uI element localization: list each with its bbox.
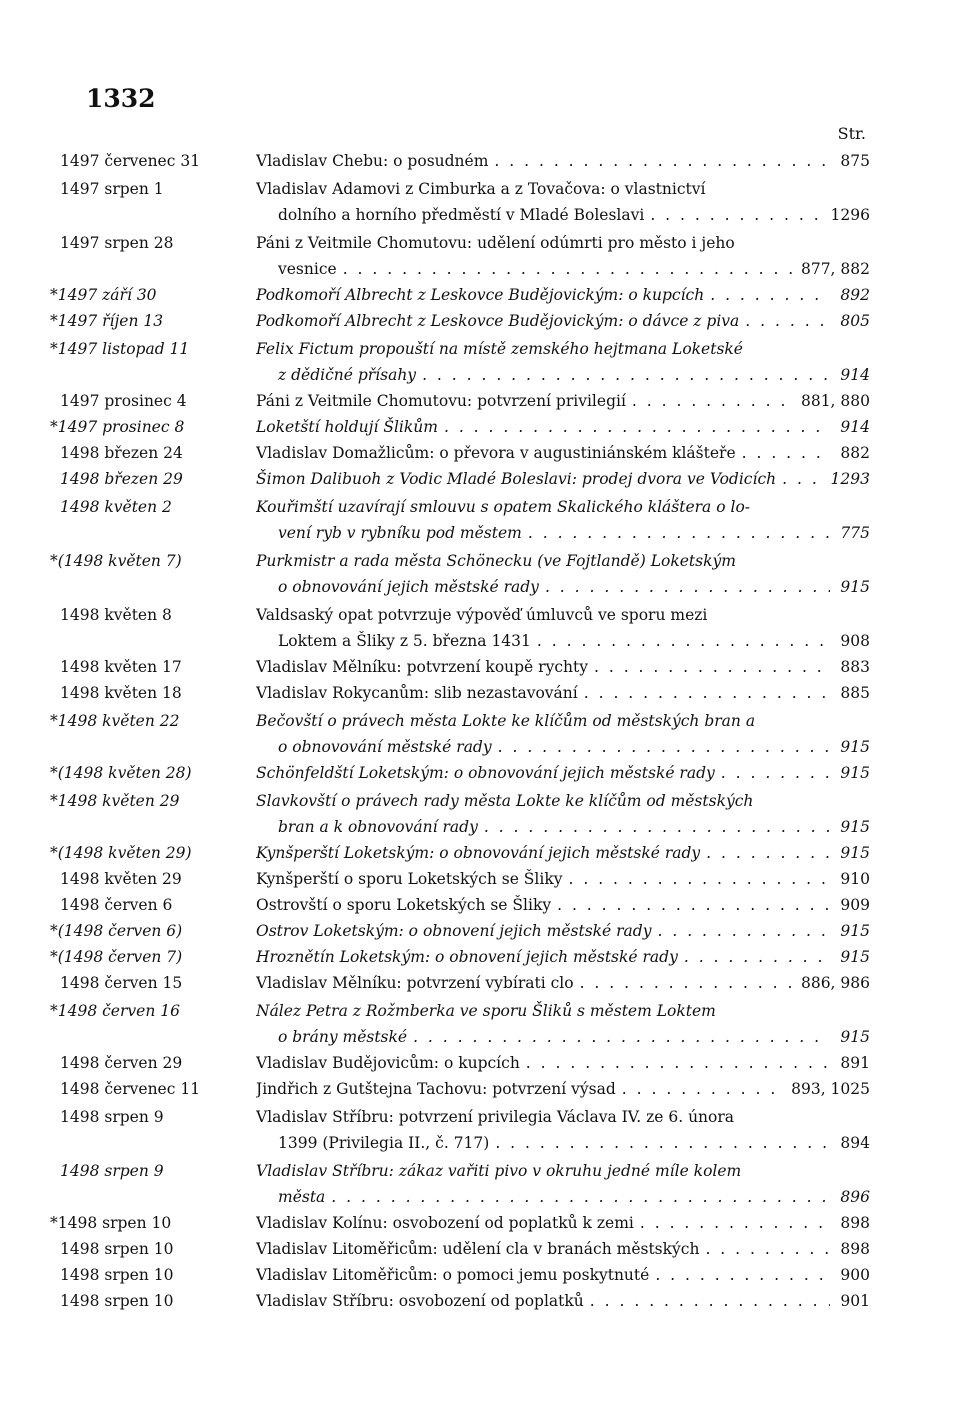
- entry-date: 1498 květen 17: [60, 658, 182, 676]
- index-entry: [50, 998, 870, 1050]
- entry-page-reference: 1296: [830, 206, 870, 224]
- dot-leader: [537, 628, 830, 654]
- dot-leader: [745, 308, 830, 334]
- entry-page-reference: 1293: [830, 470, 870, 488]
- entry-text-line: [256, 202, 870, 228]
- entry-page-reference: 898: [840, 1214, 870, 1232]
- entry-body: [256, 998, 870, 1050]
- entry-description: o obnovování městské rady: [278, 738, 492, 756]
- dot-leader: [622, 1076, 785, 1102]
- dot-leader: [528, 520, 830, 546]
- entry-text-line: [256, 918, 870, 944]
- entry-description: Valdsaský opat potvrzuje výpověď úmluvců ve sporu mezi: [256, 606, 708, 624]
- entry-date: *1497 listopad 11: [50, 340, 190, 358]
- entry-date: 1498 březen 24: [60, 444, 183, 462]
- index-entry: [60, 1262, 870, 1288]
- entry-text-line: [256, 362, 870, 388]
- index-entry: [50, 840, 870, 866]
- index-entry: [60, 148, 870, 174]
- entry-date: 1498 červen 15: [60, 974, 183, 992]
- entry-page-reference: 875: [840, 152, 870, 170]
- entry-description: města: [278, 1188, 326, 1206]
- entry-description: Kouřimští uzavírají smlouvu s opatem Skalického kláštera o lo-: [256, 498, 751, 516]
- entry-description: Kynšperští o sporu Loketských se Šliky: [256, 870, 563, 888]
- dot-leader: [705, 1236, 830, 1262]
- index-entry: [60, 1236, 870, 1262]
- dot-leader: [584, 680, 830, 706]
- dot-leader: [498, 734, 830, 760]
- entry-date: 1497 červenec 31: [60, 152, 201, 170]
- page-column-header: Str.: [837, 124, 866, 143]
- entry-body: [256, 788, 870, 840]
- entry-text-line: [256, 440, 870, 466]
- entry-description: bran a k obnovování rady: [278, 818, 478, 836]
- entry-body: [256, 1076, 870, 1102]
- entry-page-reference: 909: [840, 896, 870, 914]
- entry-text-line: [256, 1130, 870, 1156]
- entry-description: Vladislav Mělníku: potvrzení vybírati clo: [256, 974, 574, 992]
- entry-page-reference: 882: [840, 444, 870, 462]
- entry-description: Hroznětín Loketským: o obnovení jejich městské rady: [256, 948, 678, 966]
- entry-text-line: [256, 866, 870, 892]
- entry-description: Nález Petra z Rožmberka ve sporu Šliků s městem Loktem: [256, 1002, 716, 1020]
- entry-description: Purkmistr a rada města Schönecku (ve Fojtlandě) Loketským: [256, 552, 736, 570]
- entry-text-line: [256, 282, 870, 308]
- entry-text-line: [256, 680, 870, 706]
- entry-date: *(1498 květen 29): [50, 844, 192, 862]
- page-number: 1332: [86, 84, 156, 113]
- entry-text-line: [256, 1158, 870, 1184]
- entry-text-line: [256, 1076, 870, 1102]
- entry-page-reference: 896: [840, 1188, 870, 1206]
- entry-body: [256, 1288, 870, 1314]
- entry-description: Ostrovští o sporu Loketských se Šliky: [256, 896, 552, 914]
- entry-date: *(1498 červen 7): [50, 948, 183, 966]
- dot-leader: [650, 202, 824, 228]
- entry-text-line: [256, 466, 870, 492]
- entry-description: Vladislav Litoměřicům: udělení cla v branách městských: [256, 1240, 700, 1258]
- entry-date: *1498 červen 16: [50, 1002, 180, 1020]
- entry-body: [256, 840, 870, 866]
- entry-description: Vladislav Domažlicům: o převora v augustiniánském klášteře: [256, 444, 736, 462]
- entry-text-line: [256, 414, 870, 440]
- entry-date: 1497 srpen 28: [60, 234, 174, 252]
- dot-leader: [640, 1210, 830, 1236]
- entry-description: Jindřich z Gutštejna Tachovu: potvrzení výsad: [256, 1080, 616, 1098]
- entry-body: [256, 680, 870, 706]
- entry-date: *(1498 květen 7): [50, 552, 182, 570]
- dot-leader: [413, 1024, 830, 1050]
- entry-page-reference: 900: [840, 1266, 870, 1284]
- entry-body: [256, 414, 870, 440]
- entry-list: [50, 148, 870, 1314]
- dot-leader: [655, 1262, 830, 1288]
- entry-page-reference: 805: [840, 312, 870, 330]
- entry-description: vení ryb v rybníku pod městem: [278, 524, 522, 542]
- entry-body: [256, 440, 870, 466]
- dot-leader: [594, 654, 830, 680]
- entry-text-line: [256, 840, 870, 866]
- entry-date: 1498 červen 6: [60, 896, 173, 914]
- entry-text-line: [256, 892, 870, 918]
- entry-body: [256, 892, 870, 918]
- entry-text-line: [256, 708, 870, 734]
- entry-page-reference: 881, 880: [800, 392, 870, 410]
- entry-body: [256, 760, 870, 786]
- index-entry: [50, 708, 870, 760]
- index-entry: [50, 760, 870, 786]
- entry-body: [256, 336, 870, 388]
- entry-date: 1498 srpen 10: [60, 1292, 174, 1310]
- entry-text-line: [256, 628, 870, 654]
- entry-page-reference: 892: [840, 286, 870, 304]
- entry-description: Schönfeldští Loketským: o obnovování jejich městské rady: [256, 764, 715, 782]
- dot-leader: [494, 148, 830, 174]
- entry-text-line: [256, 1024, 870, 1050]
- entry-page-reference: 915: [840, 844, 870, 862]
- index-entry: [60, 440, 870, 466]
- entry-text-line: [256, 1236, 870, 1262]
- entry-description: Páni z Veitmile Chomutovu: udělení odúmrti pro město i jeho: [256, 234, 735, 252]
- entry-text-line: [256, 308, 870, 334]
- entry-body: [256, 1262, 870, 1288]
- entry-description: vesnice: [278, 260, 337, 278]
- entry-date: 1498 červen 29: [60, 1054, 183, 1072]
- dot-leader: [632, 388, 795, 414]
- entry-description: Šimon Dalibuoh z Vodic Mladé Boleslavi: prodej dvora ve Vodicích: [256, 470, 777, 488]
- index-entry: [60, 466, 870, 492]
- entry-date: *1497 září 30: [50, 286, 157, 304]
- entry-text-line: [256, 176, 870, 202]
- entry-text-line: [256, 1104, 870, 1130]
- entry-date: 1498 srpen 10: [60, 1266, 174, 1284]
- index-entry: [60, 654, 870, 680]
- entry-date: 1498 květen 8: [60, 606, 172, 624]
- index-entry: [50, 548, 870, 600]
- entry-text-line: [256, 1288, 870, 1314]
- entry-page-reference: 908: [840, 632, 870, 650]
- entry-page-reference: 894: [840, 1134, 870, 1152]
- dot-leader: [422, 362, 830, 388]
- entry-body: [256, 282, 870, 308]
- index-entry: [50, 336, 870, 388]
- index-entry: [60, 892, 870, 918]
- entry-body: [256, 1104, 870, 1156]
- entry-description: Vladislav Mělníku: potvrzení koupě rychty: [256, 658, 588, 676]
- entry-page-reference: 915: [840, 922, 870, 940]
- entry-date: 1498 květen 18: [60, 684, 182, 702]
- entry-date: *1498 srpen 10: [50, 1214, 172, 1232]
- entry-description: Vladislav Adamovi z Cimburka a z Tovačova: o vlastnictví: [256, 180, 706, 198]
- entry-description: Slavkovští o právech rady města Lokte ke klíčům od městských: [256, 792, 754, 810]
- entry-text-line: [256, 388, 870, 414]
- index-entry: [50, 308, 870, 334]
- entry-text-line: [256, 1262, 870, 1288]
- entry-page-reference: 915: [840, 818, 870, 836]
- entry-text-line: [256, 814, 870, 840]
- entry-date: *(1498 květen 28): [50, 764, 192, 782]
- entry-date: 1498 květen 2: [60, 498, 172, 516]
- index-entry: [50, 944, 870, 970]
- entry-date: 1498 květen 29: [60, 870, 182, 888]
- dot-leader: [526, 1050, 830, 1076]
- index-entry: [50, 282, 870, 308]
- entry-body: [256, 1210, 870, 1236]
- entry-page-reference: 886, 986: [800, 974, 870, 992]
- entry-date: *1498 květen 29: [50, 792, 180, 810]
- entry-body: [256, 1050, 870, 1076]
- entry-text-line: [256, 1210, 870, 1236]
- entry-body: [256, 148, 870, 174]
- index-entry: [50, 1210, 870, 1236]
- index-entry: [50, 918, 870, 944]
- index-entry: [60, 1158, 870, 1210]
- entry-date: 1498 srpen 9: [60, 1162, 164, 1180]
- entry-description: Ostrov Loketským: o obnovení jejich městské rady: [256, 922, 652, 940]
- dot-leader: [782, 466, 824, 492]
- entry-text-line: [256, 548, 870, 574]
- entry-body: [256, 602, 870, 654]
- entry-description: Loktem a Šliky z 5. března 1431: [278, 632, 531, 650]
- entry-text-line: [256, 494, 870, 520]
- entry-text-line: [256, 760, 870, 786]
- entry-date: 1498 březen 29: [60, 470, 183, 488]
- entry-body: [256, 548, 870, 600]
- dot-leader: [545, 574, 830, 600]
- entry-date: 1498 srpen 9: [60, 1108, 164, 1126]
- entry-date: 1497 prosinec 4: [60, 392, 187, 410]
- entry-date: 1498 červenec 11: [60, 1080, 201, 1098]
- dot-leader: [721, 760, 830, 786]
- index-entry: [60, 1288, 870, 1314]
- entry-description: Vladislav Litoměřicům: o pomoci jemu poskytnuté: [256, 1266, 650, 1284]
- index-entry: [60, 1050, 870, 1076]
- entry-description: dolního a horního předměstí v Mladé Boleslavi: [278, 206, 645, 224]
- entry-body: [256, 230, 870, 282]
- entry-description: Felix Fictum propouští na místě zemského hejtmana Loketské: [256, 340, 743, 358]
- entry-text-line: [256, 520, 870, 546]
- entry-text-line: [256, 1050, 870, 1076]
- entry-description: 1399 (Privilegia II., č. 717): [278, 1134, 490, 1152]
- entry-text-line: [256, 970, 870, 996]
- entry-description: Kynšperští Loketským: o obnovování jejich městské rady: [256, 844, 701, 862]
- dot-leader: [684, 944, 830, 970]
- index-entry: [60, 680, 870, 706]
- index-entry: [60, 494, 870, 546]
- dot-leader: [343, 256, 795, 282]
- entry-text-line: [256, 336, 870, 362]
- dot-leader: [331, 1184, 830, 1210]
- entry-text-line: [256, 788, 870, 814]
- dot-leader: [484, 814, 830, 840]
- dot-leader: [557, 892, 830, 918]
- entry-page-reference: 914: [840, 366, 870, 384]
- dot-leader: [710, 282, 830, 308]
- entry-date: *1497 prosinec 8: [50, 418, 185, 436]
- entry-description: Vladislav Budějovicům: o kupcích: [256, 1054, 520, 1072]
- entry-page-reference: 893, 1025: [791, 1080, 870, 1098]
- entry-description: o brány městské: [278, 1028, 408, 1046]
- entry-page-reference: 915: [840, 948, 870, 966]
- entry-date: *1498 květen 22: [50, 712, 180, 730]
- entry-date: *1497 říjen 13: [50, 312, 164, 330]
- entry-body: [256, 708, 870, 760]
- entry-body: [256, 1158, 870, 1210]
- entry-page-reference: 901: [840, 1292, 870, 1310]
- dot-leader: [590, 1288, 830, 1314]
- index-entry: [50, 788, 870, 840]
- index-entry: [60, 230, 870, 282]
- dot-leader: [444, 414, 830, 440]
- entry-text-line: [256, 654, 870, 680]
- entry-body: [256, 466, 870, 492]
- entry-text-line: [256, 1184, 870, 1210]
- entry-page-reference: 885: [840, 684, 870, 702]
- index-entry: [60, 970, 870, 996]
- entry-page-reference: 883: [840, 658, 870, 676]
- entry-date: 1497 srpen 1: [60, 180, 164, 198]
- entry-body: [256, 1236, 870, 1262]
- dot-leader: [657, 918, 830, 944]
- entry-page-reference: 891: [840, 1054, 870, 1072]
- entry-description: Vladislav Chebu: o posudném: [256, 152, 489, 170]
- entry-page-reference: 775: [840, 524, 870, 542]
- entry-page-reference: 910: [840, 870, 870, 888]
- entry-text-line: [256, 734, 870, 760]
- entry-body: [256, 176, 870, 228]
- entry-description: Vladislav Kolínu: osvobození od poplatků k zemi: [256, 1214, 634, 1232]
- entry-page-reference: 915: [840, 578, 870, 596]
- entry-page-reference: 877, 882: [800, 260, 870, 278]
- index-entry: [60, 1076, 870, 1102]
- entry-body: [256, 970, 870, 996]
- entry-description: Bečovští o právech města Lokte ke klíčům od městských bran a: [256, 712, 756, 730]
- entry-page-reference: 915: [840, 738, 870, 756]
- entry-description: Vladislav Stříbru: zákaz vařiti pivo v okruhu jedné míle kolem: [256, 1162, 742, 1180]
- index-entry: [60, 1104, 870, 1156]
- entry-body: [256, 308, 870, 334]
- entry-page-reference: 898: [840, 1240, 870, 1258]
- index-entry: [60, 866, 870, 892]
- entry-description: Vladislav Stříbru: osvobození od poplatků: [256, 1292, 584, 1310]
- entry-text-line: [256, 998, 870, 1024]
- dot-leader: [742, 440, 830, 466]
- entry-text-line: [256, 256, 870, 282]
- entry-date: *(1498 červen 6): [50, 922, 183, 940]
- entry-body: [256, 944, 870, 970]
- entry-description: Vladislav Rokycanům: slib nezastavování: [256, 684, 578, 702]
- entry-description: Podkomoří Albrecht z Leskovce Budějovickým: o dávce z piva: [256, 312, 740, 330]
- entry-body: [256, 866, 870, 892]
- entry-text-line: [256, 574, 870, 600]
- dot-leader: [706, 840, 830, 866]
- entry-text-line: [256, 944, 870, 970]
- entry-description: o obnovování jejich městské rady: [278, 578, 539, 596]
- index-entry: [60, 602, 870, 654]
- index-entry: [60, 388, 870, 414]
- dot-leader: [569, 866, 831, 892]
- entry-text-line: [256, 602, 870, 628]
- entry-body: [256, 388, 870, 414]
- dot-leader: [495, 1130, 830, 1156]
- index-entry: [60, 176, 870, 228]
- entry-body: [256, 494, 870, 546]
- index-entry: [50, 414, 870, 440]
- entry-body: [256, 918, 870, 944]
- entry-text-line: [256, 230, 870, 256]
- entry-description: Vladislav Stříbru: potvrzení privilegia Václava IV. ze 6. února: [256, 1108, 735, 1126]
- entry-page-reference: 915: [840, 1028, 870, 1046]
- entry-page-reference: 915: [840, 764, 870, 782]
- entry-body: [256, 654, 870, 680]
- entry-page-reference: 914: [840, 418, 870, 436]
- entry-description: Loketští holdují Šlikům: [256, 418, 438, 436]
- entry-text-line: [256, 148, 870, 174]
- entry-description: Páni z Veitmile Chomutovu: potvrzení privilegií: [256, 392, 626, 410]
- entry-description: Podkomoří Albrecht z Leskovce Budějovickým: o kupcích: [256, 286, 705, 304]
- dot-leader: [580, 970, 795, 996]
- entry-description: z dědičné přísahy: [278, 366, 417, 384]
- entry-date: 1498 srpen 10: [60, 1240, 174, 1258]
